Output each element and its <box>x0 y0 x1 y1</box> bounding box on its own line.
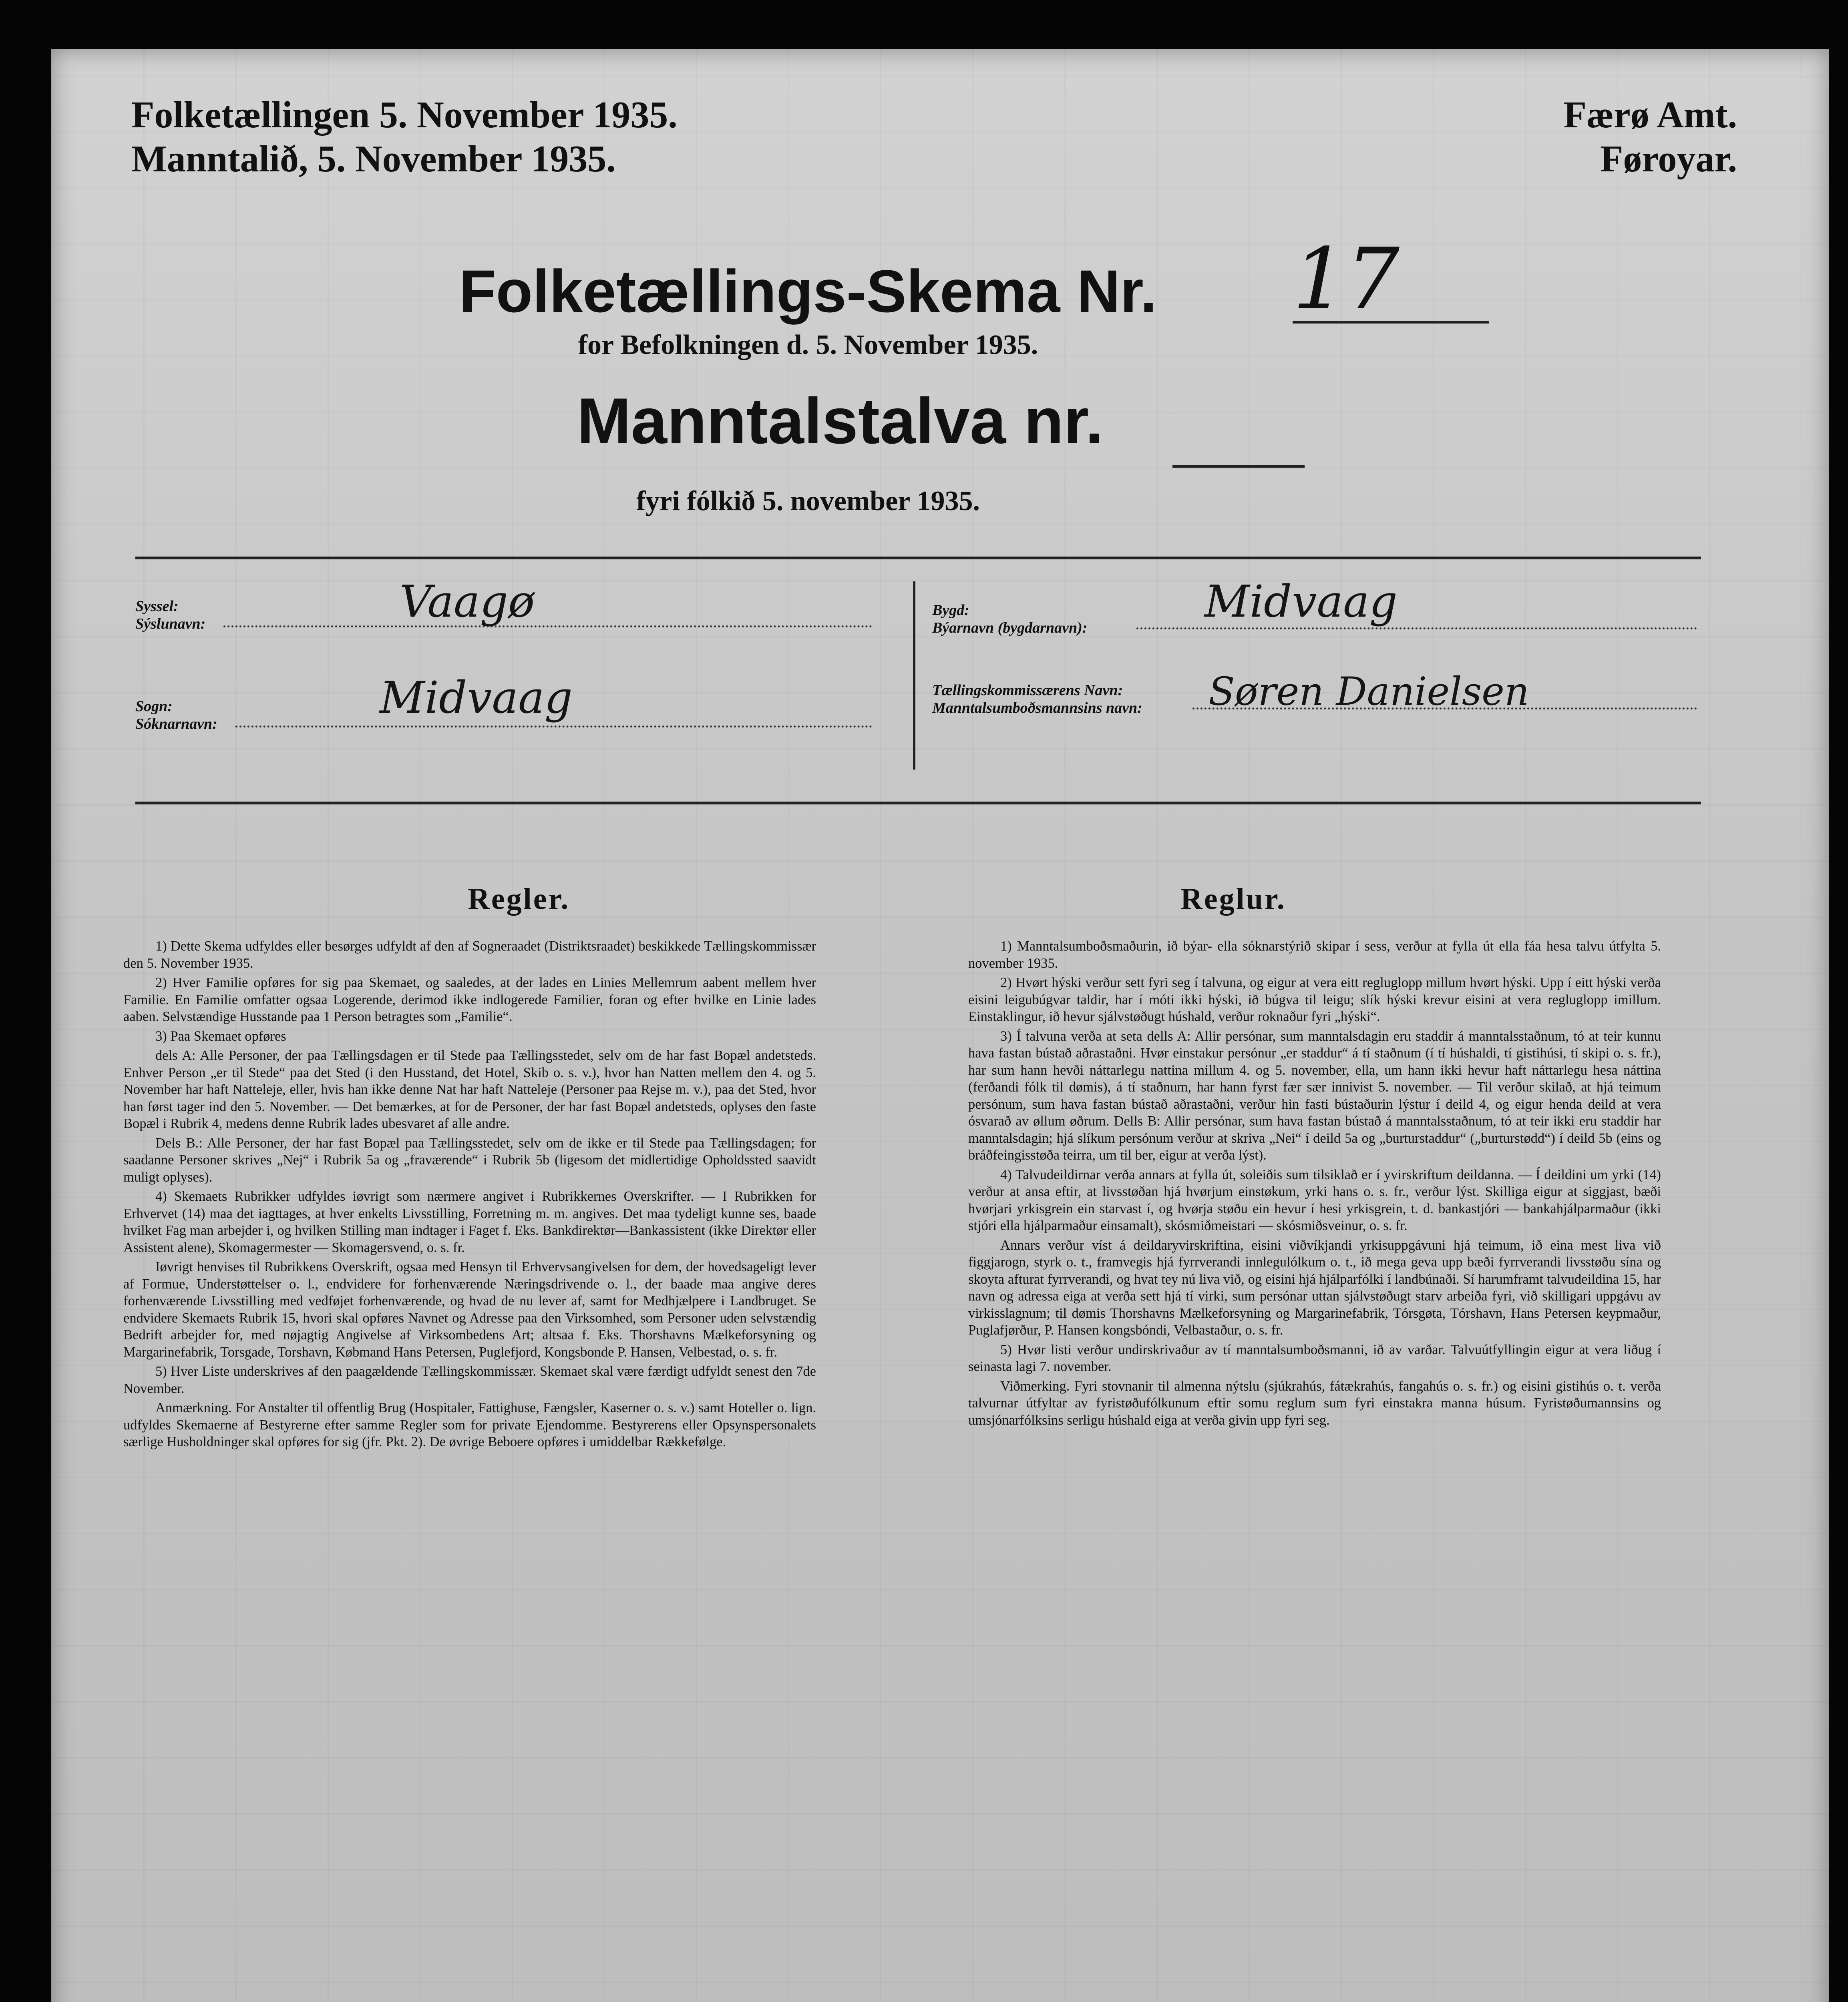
header-right-line-1: Færø Amt. <box>1563 94 1737 136</box>
form-subtitle: for Befolkningen d. 5. November 1935. <box>578 330 1038 360</box>
regler-paragraph: 2) Hver Familie opføres for sig paa Skemaet, og saaledes, at der lades en Linies Mellemrum aabent mellem hver Familie. En Familie omfatter ogsaa Logerende, derimod ikke indlogerede Familier, foran og efter hvilke en Linie lades aaben. Selvstændige Husstande paa 1 Person betragtes som „Familie“. <box>123 975 816 1024</box>
regler-paragraph: Dels B.: Alle Personer, der har fast Bopæl paa Tællingsstedet, selv om de ikke er til Stede paa Tællingsdagen; for saadanne Personer skrives „Nej“ i Rubrik 5a og „fraværende“ i Rubrik 5b (ligesom det midlertidige Opholdssted saavidt muligt oplyses). <box>123 1135 816 1185</box>
manntal-subtitle: fyri fólkið 5. november 1935. <box>636 486 980 517</box>
header-right-line-2: Føroyar. <box>1600 138 1737 180</box>
regler-paragraph: Anmærkning. For Anstalter til offentlig Brug (Hospitaler, Fattighuse, Fængsler, Kaserner o. s. v.) samt Hoteller o. lign. udfyldes Skemaerne af Bestyrerne efter samme Regler som for private Ejendomme. Bestyrerens eller Opsynspersonalets særlige Husholdninger skal opføres for sig (jfr. Pkt. 2). De øvrige Beboere opføres i umiddelbar Rækkefølge. <box>123 1400 816 1449</box>
kommissaer-value-handwritten: Søren Danielsen <box>1209 669 1529 714</box>
regler-column <box>123 938 816 1453</box>
regler-heading: Regler. <box>468 882 570 916</box>
header-left <box>131 93 678 181</box>
field-box-top-rule <box>135 557 1701 559</box>
header-left-line-1: Folketællingen 5. November 1935. <box>131 94 678 136</box>
regler-paragraph: Iøvrigt henvises til Rubrikkens Overskrift, ogsaa med Hensyn til Erhvervsangivelsen for dem, der hovedsageligt lever af Formue, Understøttelser o. l., endvidere for forhenværende Næringsdrivende o. l., der baade maa angive deres forhenværende Livsstilling med vedføjet forhenværende, og hvad de nu lever af, samt for Medhjælpere i Landbruget. Se endvidere Skemaets Rubrik 15, hvori skal opføres Navnet og Adresse paa den Virksomhed, som Personer uden selvstændig Bedrift arbejder for, med nøjagtig Angivelse af Virksombedens Art; altsaa f. Eks. Thorshavns Mælkeforsyning og Margarinefabrik, Torsgade, Torshavn, Købmand Hans Petersen, Puglefjord, Kongsbonde P. Hansen, Velbestad, o. s. fr. <box>123 1259 816 1360</box>
reglur-heading: Reglur. <box>1180 882 1286 916</box>
form-number-handwritten: 17 <box>1293 237 1489 324</box>
regler-paragraph: 1) Dette Skema udfyldes eller besørges udfyldt af den af Sogneraadet (Distriktsraadet) beskikkede Tællingskommissær den 5. November 1935. <box>123 939 816 971</box>
regler-paragraph: 5) Hver Liste underskrives af den paagældende Tællingskommissær. Skemaet skal være færdigt udfyldt senest den 7de November. <box>123 1364 816 1396</box>
census-form-sheet <box>51 49 1829 2002</box>
syssel-value-handwritten: Vaagø <box>400 576 535 627</box>
reglur-paragraph: 4) Talvudeildirnar verða annars at fylla út, soleiðis sum tilsiklað er í yvirskriftum deildanna. — Í deildini um yrki (14) verður at ansa eftir, at livsstøðan hjá hvørjum einstøkum, yrki hans o. s. fr., verður lýst. Skilliga eigur at siggjast, bæði hvørjari yrkisgrein ein starvast í, og hvørja støðu ein hevur í hesi yrkisgrein, t. d. bankastjóri — bankahjálparmaður (ikki stjóri ella hjálparmaður einsamalt), skósmiðmeistari — skósmiðsveinur, o. s. fr. <box>968 1167 1661 1233</box>
bygd-value-handwritten: Midvaag <box>1205 576 1398 627</box>
form-title-text: Folketællings-Skema Nr. <box>459 257 1157 325</box>
syssel-label: Syssel: Sýslunavn: <box>135 598 206 632</box>
manntal-title: Manntalstalva nr. <box>577 385 1104 457</box>
bygd-label: Bygd: Býarnavn (bygdarnavn): <box>932 602 1088 636</box>
bygd-line <box>1136 627 1697 629</box>
reglur-column <box>968 938 1661 1431</box>
reglur-paragraph: 3) Í talvuna verða at seta dells A: Allir persónar, sum manntalsdagin eru staddir á manntalsstaðnum, tó at teir kunnu hava fastan bústað aðrastaðni. Hvør einstakur persónur „er staddur“ á tí staðnum (í tí húshaldi, tí gistihúsi, tí skipi o. s. fr.), har sum hann hevði náttarlegu nattina millum 4. og 5. november, ella, um hann ikki hevur haft náttarlegu hesa náttina (ferðandi fólk til dømis), á tí staðnum, har hann fyrst fær sær innivist 5. november. — Til verður skilað, at hjá teimum persónum, sum hava fastan bústað aðrastaðni, verður hin fasti bústaðurin lýstur í deild 4, og eigur henda deild at vera ósvarað av øllum øðrum. Dells B: Allir persónar, sum hava fastan bústað á manntalsstaðnum, tó at teir ikki eru staddir har manntalsdagin; hjá slíkum persónum verður at skriva „Nei“ í deild 5a og „burturstaddur“ („burturstødd“) í deild 5b (eins og bráðfeingisstøða teirra, um til ber, eigur at verða lýst). <box>968 1028 1661 1163</box>
reglur-paragraph: Viðmerking. Fyri stovnanir til almenna nýtslu (sjúkrahús, fátækrahús, fangahús o. s. fr.) og eisini gistihús o. t. verða talvurnar útfyltar av fyristøðufólkunum eftir somu reglum sum fyri einstakra manna húsum. Fyristøðumannsins og umsjónarfólksins serligu húshald eiga at verða givin upp fyri seg. <box>968 1378 1661 1428</box>
syssel-line <box>223 625 872 627</box>
field-box-bottom-rule <box>135 802 1701 804</box>
header-left-line-2: Manntalið, 5. November 1935. <box>131 138 616 180</box>
sogn-label: Sogn: Sóknarnavn: <box>135 698 217 732</box>
sogn-value-handwritten: Midvaag <box>380 672 573 723</box>
regler-paragraph: 3) Paa Skemaet opføres <box>155 1028 286 1044</box>
sogn-line <box>235 726 872 728</box>
header-right <box>1564 93 1737 181</box>
reglur-paragraph: Annars verður víst á deildaryvirskriftina, eisini viðvíkjandi yrkisuppgávuni hjá teimum, ið eina mest liva við figgjarogn, styrk o. t., framvegis hjá fyrrverandi innlegulólkum o. t., ið mega geva upp bæði fyrrverandi livsstøðu sína og skoyta afturat fyrrverandi, og hvat tey nú liva við, og eisini hjá hjálparfólki í landbúnaði. Sí harumframt talvudeildina 15, har navn og adressa eiga at verða sett hjá tí virki, sum persónar uttan sjálvstøðugt starv arbeiða fyri, við skilligari uppgávu av virkisslagnum; til dømis Thorshavns Mælkeforsyning og Margarinefabrik, Tórsgøta, Tórshavn, Hans Petersen keypmaður, Puglafjørður, P. Hansen kongsbóndi, Velbastaður, o. s. fr. <box>968 1237 1661 1338</box>
reglur-paragraph: 2) Hvørt hýski verður sett fyri seg í talvuna, og eigur at vera eitt regluglopp millum hvørt hýski. Upp í eitt hýski verða eisini leigubúgvar taldir, har í móti ikki hýski, ið búgva til leigu; slík hýski krevur eisini at vera regluglopp imillum. Einstaklingur, ið hevur sjálvstøðugt húshald, verður roknaður fyri „hýski“. <box>968 975 1661 1024</box>
manntal-number-line <box>1172 465 1305 468</box>
form-title <box>51 257 1829 325</box>
reglur-paragraph: 5) Hvør listi verður undirskrivaður av tí manntalsumboðsmanni, ið av varðar. Talvuútfyllingin eigur at vera liðug í seinasta lagi 7. november. <box>968 1342 1661 1374</box>
field-box-divider <box>913 581 915 770</box>
reglur-paragraph: 1) Manntalsumboðsmaðurin, ið býar- ella sóknarstýrið skipar í sess, verður at fylla út ella fáa hesa talvu útfylta 5. november 1935. <box>968 939 1661 971</box>
regler-paragraph: 4) Skemaets Rubrikker udfyldes iøvrigt som nærmere angivet i Rubrikkernes Overskrifter. — I Rubrikken for Erhvervet (14) maa det iagttages, at hver enkelts Livsstilling, Forretning m. m. angives. Det maa tydeligt kunne ses, baade hvilket Fag man arbejder i, og hvilken Stilling man indtager i Faget f. Eks. Bankdirektør—Bankassistent (ikke Direktør eller Assistent alene), Skomagermester — Skomagersvend, o. s. fr. <box>123 1189 816 1255</box>
kommissaer-label: Tællingskommissærens Navn: Manntalsumboðsmannsins navn: <box>932 682 1142 716</box>
regler-paragraph: dels A: Alle Personer, der paa Tællingsdagen er til Stede paa Tællingsstedet, selv om de har fast Bopæl andetsteds. Enhver Person „er til Stede“ paa det Sted (i den Husstand, det Hotel, Skib o. s. v.), hvor han Natten mellem den 4. og 5. November har haft Natteleje, eller, hvis han ikke denne Nat har haft Natteleje (Personer paa Rejse m. v.), paa det Sted, hvor han først tager ind den 5. November. — Det bemærkes, at for de Personer, der har fast Bopæl andetsteds, oplyses den faste Bopæl i Rubrik 4, medens denne Rubrik lades ubesvaret af alle andre. <box>123 1048 816 1131</box>
